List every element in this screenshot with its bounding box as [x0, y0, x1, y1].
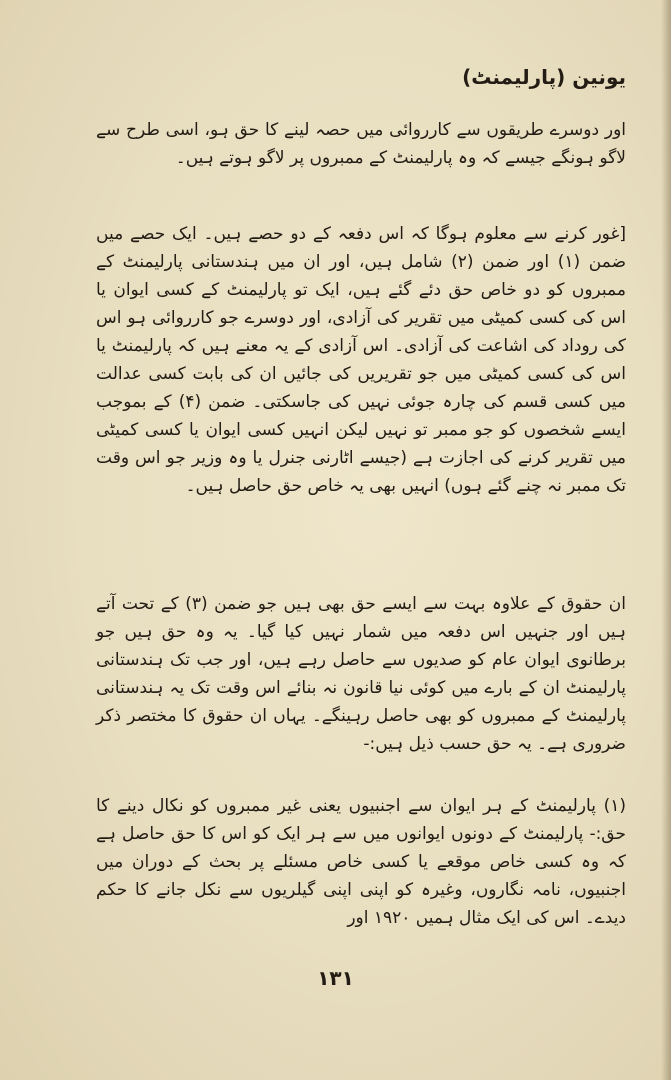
- paragraph-text: (۱) پارلیمنٹ کے ہر ایوان سے اجنبیوں یعنی غیر ممبروں کو نکال دینے کا حق:- پارلیمنٹ کے دونوں ایوانوں میں سے ہر ایک کو اس کا حق حاصل ہے کہ وہ کسی خاص موقعے یا کسی خاص مسئلے پر بحث کے دوران میں اجنبیوں، نامہ نگاروں، وغیرہ کو اپنی اپنی گیلریوں سے نکل جانے کا حکم دیدے۔ اس کی ایک مثال ہمیں ۱۹۲۰ اور: [96, 796, 626, 928]
- running-header: یونین (پارلیمنٹ): [462, 65, 626, 89]
- paragraph-4: [96, 792, 626, 932]
- page-number: ۱۳۱: [317, 966, 354, 990]
- paragraph-text: اور دوسرے طریقوں سے کارروائی میں حصہ لینے کا حق ہو، اسی طرح سے لاگو ہونگے جیسے کہ وہ پارلیمنٹ کے ممبروں پر لاگو ہوتے ہیں۔: [96, 120, 626, 168]
- paragraph-1: [96, 116, 626, 172]
- paragraph-text: [غور کرنے سے معلوم ہوگا کہ اس دفعہ کے دو حصے ہیں۔ ایک حصے میں ضمن (۱) اور ضمن (۲) شامل ہیں، اور ان میں ہندستانی پارلیمنٹ کے ممبروں کو دو خاص حق دئے گئے ہیں، ایک تو پارلیمنٹ کے کسی ایوان یا اس کی کسی کمیٹی میں تقریر کی آزادی، اور دوسرے جو کارروائی ہو اس کی روداد کی اشاعت کی آزادی۔ اس آزادی کے یہ معنے ہیں کہ پارلیمنٹ یا اس کی کسی کمیٹی میں جو تقریریں کی جائیں ان کی بابت کسی عدالت میں کسی قسم کی چارہ جوئی نہیں کی جاسکتی۔ ضمن (۴) کے بموجب ایسے شخصوں کو جو ممبر تو نہیں لیکن انہیں کسی ایوان یا کسی کمیٹی میں تقریر کرنے کی اجازت ہے (جیسے اٹارنی جنرل یا وہ وزیر جو اس وقت تک ممبر نہ چنے گئے ہوں) انہیں بھی یہ خاص حق حاصل ہیں۔: [96, 224, 626, 496]
- page-edge-shadow: [661, 0, 671, 1080]
- paragraph-text: ان حقوق کے علاوہ بہت سے ایسے حق بھی ہیں جو ضمن (۳) کے تحت آتے ہیں اور جنہیں اس دفعہ میں شمار نہیں کیا گیا۔ یہ وہ حق ہیں جو برطانوی ایوان عام کو صدیوں سے حاصل رہے ہیں، اور جب تک ہندستانی پارلیمنٹ ان کے بارے میں کوئی نیا قانون نہ بنائے اس وقت تک یہ ہندستانی پارلیمنٹ کے ممبروں کو بھی حاصل رہینگے۔ یہاں ان حقوق کا مختصر ذکر ضروری ہے۔ یہ حق حسب ذیل ہیں:-: [96, 594, 626, 754]
- paragraph-3: [96, 590, 626, 758]
- paragraph-2: [96, 220, 626, 500]
